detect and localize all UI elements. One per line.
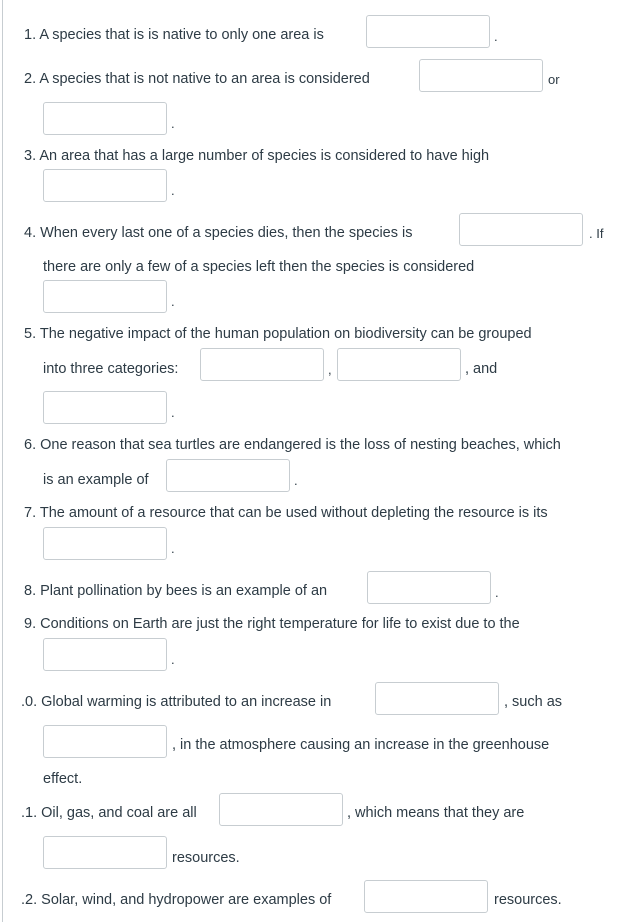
q8-answer-input[interactable] <box>367 571 491 604</box>
q4-period: . <box>171 294 175 309</box>
q1-answer-input[interactable] <box>366 15 490 48</box>
q8-period: . <box>495 585 499 600</box>
q4-if: . If <box>589 226 604 241</box>
q5-period: . <box>171 405 175 420</box>
q2-or: or <box>548 72 560 87</box>
q2-answer-input-1[interactable] <box>419 59 543 92</box>
q4-answer-input-1[interactable] <box>459 213 583 246</box>
q5-answer-input-3[interactable] <box>43 391 167 424</box>
q4-answer-input-2[interactable] <box>43 280 167 313</box>
q4-text-2: there are only a few of a species left then the species is considered <box>43 259 475 275</box>
q9-text: 9. Conditions on Earth are just the right temperature for life to exist due to the <box>24 616 520 632</box>
q1-period: . <box>494 29 498 44</box>
q2-period: . <box>171 116 175 131</box>
q11-resources: resources. <box>172 850 240 866</box>
q11-answer-input-2[interactable] <box>43 836 167 869</box>
q1-text: 1. A species that is is native to only one area is <box>24 27 324 43</box>
q5-and: , and <box>465 361 498 377</box>
q2-answer-input-2[interactable] <box>43 102 167 135</box>
q8-text: 8. Plant pollination by bees is an example of an <box>24 583 328 599</box>
q5-text-2: into three categories: <box>43 361 179 377</box>
q5-answer-input-1[interactable] <box>200 348 324 381</box>
q12-answer-input[interactable] <box>364 880 488 913</box>
q5-answer-input-2[interactable] <box>337 348 461 381</box>
worksheet-frame <box>2 0 636 922</box>
q11-text: .1. Oil, gas, and coal are all <box>21 805 197 821</box>
q6-answer-input[interactable] <box>166 459 290 492</box>
q3-text: 3. An area that has a large number of species is considered to have high <box>24 148 490 164</box>
q10-text: .0. Global warming is attributed to an increase in <box>21 694 332 710</box>
q9-answer-input[interactable] <box>43 638 167 671</box>
q10-answer-input-1[interactable] <box>375 682 499 715</box>
q11-answer-input-1[interactable] <box>219 793 343 826</box>
q7-period: . <box>171 541 175 556</box>
q12-resources: resources. <box>494 892 562 908</box>
q4-text: 4. When every last one of a species dies, then the species is <box>24 225 413 241</box>
q9-period: . <box>171 652 175 667</box>
q6-period: . <box>294 473 298 488</box>
q5-text: 5. The negative impact of the human population on biodiversity can be grouped <box>24 326 532 342</box>
q10-text-2: , in the atmosphere causing an increase in the greenhouse <box>172 737 550 753</box>
q3-answer-input[interactable] <box>43 169 167 202</box>
q5-comma: , <box>328 362 332 377</box>
q12-text: .2. Solar, wind, and hydropower are examples of <box>21 892 332 908</box>
q6-text-2: is an example of <box>43 472 149 488</box>
q10-text-3: effect. <box>43 771 83 787</box>
q3-period: . <box>171 183 175 198</box>
q11-means: , which means that they are <box>347 805 525 821</box>
q7-answer-input[interactable] <box>43 527 167 560</box>
q10-such-as: , such as <box>504 694 563 710</box>
q6-text: 6. One reason that sea turtles are endangered is the loss of nesting beaches, which <box>24 437 561 453</box>
q10-answer-input-2[interactable] <box>43 725 167 758</box>
q7-text: 7. The amount of a resource that can be used without depleting the resource is its <box>24 505 548 521</box>
q2-text: 2. A species that is not native to an area is considered <box>24 71 370 87</box>
